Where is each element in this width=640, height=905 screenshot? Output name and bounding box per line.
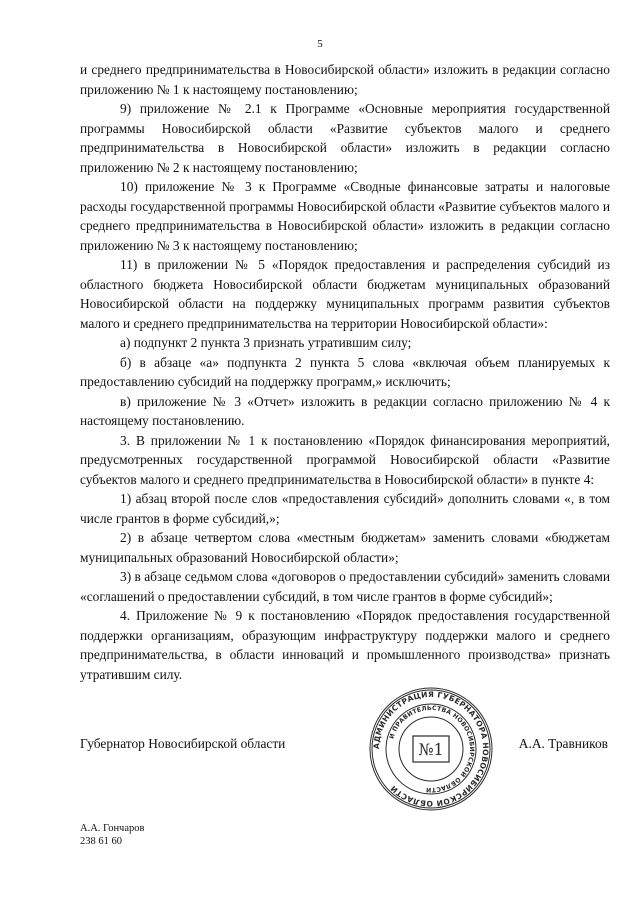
document-body — [80, 60, 610, 684]
signatory-name: А.А. Травников — [518, 736, 608, 751]
paragraph: 2) в абзаце четвертом слова «местным бюджетам» заменить словами «бюджетам муниципальных образований Новосибирской области»; — [80, 530, 610, 565]
paragraph: 4. Приложение № 9 к постановлению «Порядок предоставления государственной поддержки организациям, образующим инфраструктуру поддержки малого и среднего предпринимательства, в области инноваций и промышленного производства» признать утратившим силу. — [80, 608, 610, 682]
paragraph: 9) приложение № 2.1 к Программе «Основные мероприятия государственной программы Новосибирской области «Развитие субъектов малого и среднего предпринимательства в Новосибирской области» изложить в редакции согласно приложению № 2 к настоящему постановлению; — [80, 101, 610, 175]
seal-center-text: №1 — [418, 740, 444, 759]
paragraph: 1) абзац второй после слов «предоставления субсидий» дополнить словами «, в том числе грантов в форме субсидий,»; — [80, 491, 610, 526]
official-seal-stamp — [368, 686, 494, 812]
executor-phone: 238 61 60 — [80, 836, 122, 847]
paragraph: в) приложение № 3 «Отчет» изложить в редакции согласно приложению № 4 к настоящему постановлению. — [80, 393, 610, 428]
paragraph: 3) в абзаце седьмом слова «договоров о предоставлении субсидий» заменить словами «соглашений о предоставлении субсидий, в том числе грантов в форме субсидий»; — [80, 569, 610, 604]
paragraph: 3. В приложении № 1 к постановлению «Порядок финансирования мероприятий, предусмотренных государственной программой Новосибирской области «Развитие субъектов малого и среднего предпринимательства в Новосибирской области» в пункте 4: — [80, 432, 610, 487]
paragraph: и среднего предпринимательства в Новосибирской области» изложить в редакции согласно приложению № 1 к настоящему постановлению; — [80, 62, 610, 97]
executor-name: А.А. Гончаров — [80, 823, 145, 834]
executor-footer — [80, 822, 144, 848]
page-number: 5 — [317, 38, 323, 50]
seal-outer-text: АДМИНИСТРАЦИЯ ГУБЕРНАТОРА НОВОСИБИРСКОЙ ОБЛАСТИ — [371, 689, 491, 809]
signatory-position: Губернатор Новосибирской области — [80, 736, 286, 751]
paragraph: а) подпункт 2 пункта 3 признать утратившим силу; — [120, 335, 412, 350]
paragraph: 10) приложение № 3 к Программе «Сводные финансовые затраты и налоговые расходы государственной программы Новосибирской области «Развитие субъектов малого и среднего предпринимательства в Новосибирской области» изложить в редакции согласно приложению № 3 к настоящему постановлению; — [80, 179, 610, 253]
seal-inner-text: И ПРАВИТЕЛЬСТВА НОВОСИБИРСКОЙ ОБЛАСТИ — [388, 704, 476, 794]
paragraph: б) в абзаце «а» подпункта 2 пункта 5 слова «включая объем планируемых к предоставлению субсидий на поддержку программ,» исключить; — [80, 354, 610, 389]
signature-block — [80, 736, 610, 756]
paragraph: 11) в приложении № 5 «Порядок предоставления и распределения субсидий из областного бюджета Новосибирской области бюджетам муниципальных образований Новосибирской области на поддержку муниципальных программ развития субъектов малого и среднего предпринимательства на территории Новосибирской области»: — [80, 257, 610, 331]
